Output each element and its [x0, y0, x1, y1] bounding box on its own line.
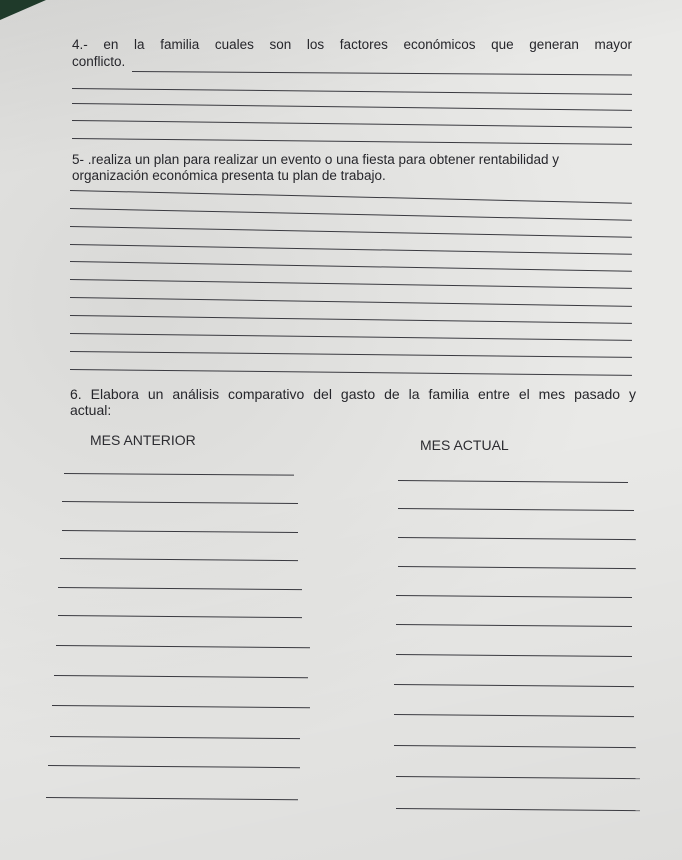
- column-header-previous-month: MES ANTERIOR: [90, 432, 196, 448]
- answer-line: [70, 333, 632, 341]
- right-answer-line: [396, 595, 632, 598]
- answer-line: [70, 244, 632, 255]
- right-answer-line: [396, 776, 640, 779]
- left-answer-line: [48, 765, 300, 768]
- right-answer-line: [394, 714, 634, 717]
- answer-line: [70, 369, 632, 376]
- right-answer-line: [398, 537, 636, 540]
- answer-line: [72, 103, 632, 111]
- right-answer-line: [394, 745, 636, 748]
- left-answer-line: [60, 558, 298, 561]
- left-answer-line: [50, 736, 300, 739]
- answer-line: [70, 315, 632, 324]
- question-5-line-1: 5- .realiza un plan para realizar un evento o una fiesta para obtener rentabilidad y: [72, 152, 560, 167]
- left-answer-line: [54, 675, 308, 678]
- left-answer-line: [52, 705, 310, 708]
- right-answer-line: [398, 508, 634, 511]
- answer-line: [72, 88, 632, 95]
- left-answer-line: [46, 797, 298, 800]
- left-answer-line: [62, 501, 298, 504]
- question-5-line-2: organización económica presenta tu plan de trabajo.: [72, 168, 386, 183]
- answer-line: [70, 279, 632, 289]
- answer-line: [70, 208, 632, 221]
- column-header-current-month: MES ACTUAL: [420, 437, 509, 453]
- question-4-line-1: 4.- en la familia cuales son los factores económicos que generan mayor: [72, 37, 632, 52]
- answer-line: [70, 351, 632, 358]
- question-4-line-2: conflicto.: [72, 54, 126, 69]
- left-answer-line: [64, 473, 294, 476]
- right-answer-line: [396, 624, 632, 627]
- left-answer-line: [62, 530, 298, 533]
- left-answer-line: [58, 587, 302, 590]
- answer-line: [72, 138, 632, 145]
- page-corner-shadow: [0, 0, 46, 20]
- right-answer-line: [398, 480, 628, 483]
- left-answer-line: [56, 645, 310, 648]
- answer-line: [70, 297, 632, 307]
- right-answer-line: [394, 684, 634, 687]
- answer-line: [132, 71, 632, 75]
- right-answer-line: [396, 654, 632, 657]
- right-answer-line: [396, 808, 640, 811]
- answer-line: [72, 120, 632, 128]
- answer-line: [70, 261, 632, 272]
- question-6-line-2: actual:: [70, 402, 112, 418]
- answer-line: [70, 190, 632, 204]
- left-answer-line: [58, 615, 302, 618]
- question-6-line-1: 6. Elabora un análisis comparativo del gasto de la familia entre el mes pasado y: [70, 386, 636, 402]
- answer-line: [70, 226, 632, 238]
- right-answer-line: [398, 566, 636, 569]
